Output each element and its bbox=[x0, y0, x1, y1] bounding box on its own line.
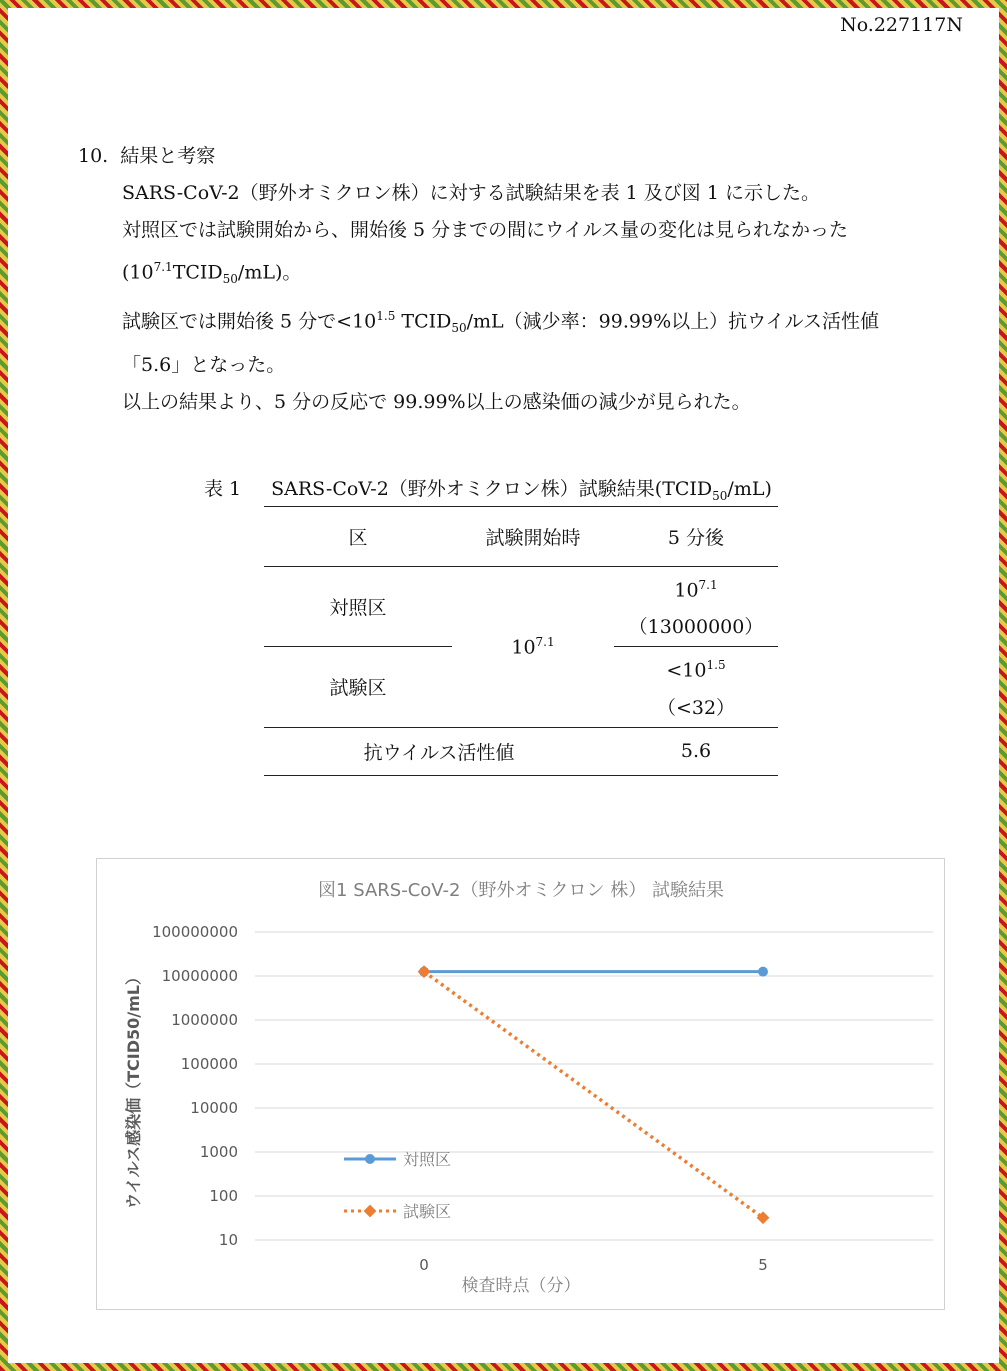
y-tick-label: 100000 bbox=[180, 1055, 238, 1073]
x-tick-label: 5 bbox=[758, 1256, 768, 1274]
table-caption-label: 表 1 bbox=[204, 478, 242, 500]
test-5min-value: $<10^{1.5}$ （<32） bbox=[656, 658, 736, 719]
y-tick-label: 10000 bbox=[190, 1099, 238, 1117]
activity-label: 抗ウイルス活性値 bbox=[363, 741, 515, 764]
series-line-2 bbox=[424, 972, 763, 1218]
header-group: 区 bbox=[348, 527, 368, 549]
header-start: 試験開始時 bbox=[485, 527, 581, 549]
section-number: 10. bbox=[78, 145, 109, 167]
data-point bbox=[758, 967, 768, 977]
paragraph-2 bbox=[122, 212, 966, 298]
y-tick-label: 100000000 bbox=[152, 923, 238, 941]
results-section bbox=[78, 138, 966, 421]
paragraph-3-line-1: 試験区では開始後 5 分で$<10^{1.5}$ $TCID_{50}/mL$（減少率：99.99%以上）抗ウイルス活性値 bbox=[122, 309, 879, 336]
y-tick-label: 100 bbox=[209, 1187, 238, 1205]
table-header-row bbox=[264, 507, 778, 567]
y-tick-label: 1000000 bbox=[171, 1011, 238, 1029]
control-label: 対照区 bbox=[264, 567, 452, 647]
paragraph-4: 以上の結果より、5 分の反応で 99.99%以上の感染価の減少が見られた。 bbox=[122, 391, 751, 414]
section-title: 結果と考察 bbox=[120, 145, 216, 167]
paragraph-3-line-2: 「5.6」となった。 bbox=[122, 354, 286, 377]
data-point bbox=[757, 1211, 770, 1224]
legend-label-1: 対照区 bbox=[403, 1150, 452, 1169]
chart-svg bbox=[97, 859, 944, 1309]
legend-marker bbox=[365, 1154, 375, 1164]
x-axis-label: 検査時点（分） bbox=[461, 1276, 581, 1296]
document-number: No.227117N bbox=[840, 14, 963, 36]
control-5min-value: $10^{7.1}$ （13000000） bbox=[614, 567, 778, 647]
y-tick-label: 1000 bbox=[199, 1143, 238, 1161]
table-row-control bbox=[264, 567, 778, 647]
results-table bbox=[264, 506, 778, 776]
paragraph-2-line-2: $(10^{7.1}TCID_{50}/mL)$。 bbox=[122, 260, 302, 287]
legend-marker bbox=[364, 1205, 377, 1218]
chart-title: 図1 SARS-CoV-2（野外オミクロン 株） 試験結果 bbox=[318, 880, 724, 901]
table-caption: 表 1 SARS-CoV-2（野外オミクロン株）試験結果$(TCID_{50}/mL)$ bbox=[204, 478, 772, 503]
header-5min: 5 分後 bbox=[667, 527, 725, 549]
paragraph-1: SARS-CoV-2（野外オミクロン株）に対する試験結果を表 1 及び図 1 に示した。 bbox=[122, 182, 820, 204]
section-heading bbox=[78, 138, 966, 175]
paragraph-3 bbox=[122, 298, 966, 384]
x-tick-label: 0 bbox=[419, 1256, 429, 1274]
figure-1-chart bbox=[96, 858, 945, 1310]
activity-value: 5.6 bbox=[680, 740, 712, 763]
start-value: $10^{7.1}$ bbox=[511, 635, 555, 659]
table-row-activity bbox=[264, 727, 778, 775]
y-tick-label: 10000000 bbox=[161, 967, 238, 985]
legend-label-2: 試験区 bbox=[403, 1202, 452, 1221]
y-axis-label: ウイルス感染価（TCID50/mL） bbox=[124, 969, 143, 1209]
y-tick-label: 10 bbox=[218, 1231, 238, 1249]
paragraph-2-line-1: 対照区では試験開始から、開始後 5 分までの間にウイルス量の変化は見られなかった bbox=[122, 219, 849, 241]
test-label: 試験区 bbox=[329, 677, 387, 700]
